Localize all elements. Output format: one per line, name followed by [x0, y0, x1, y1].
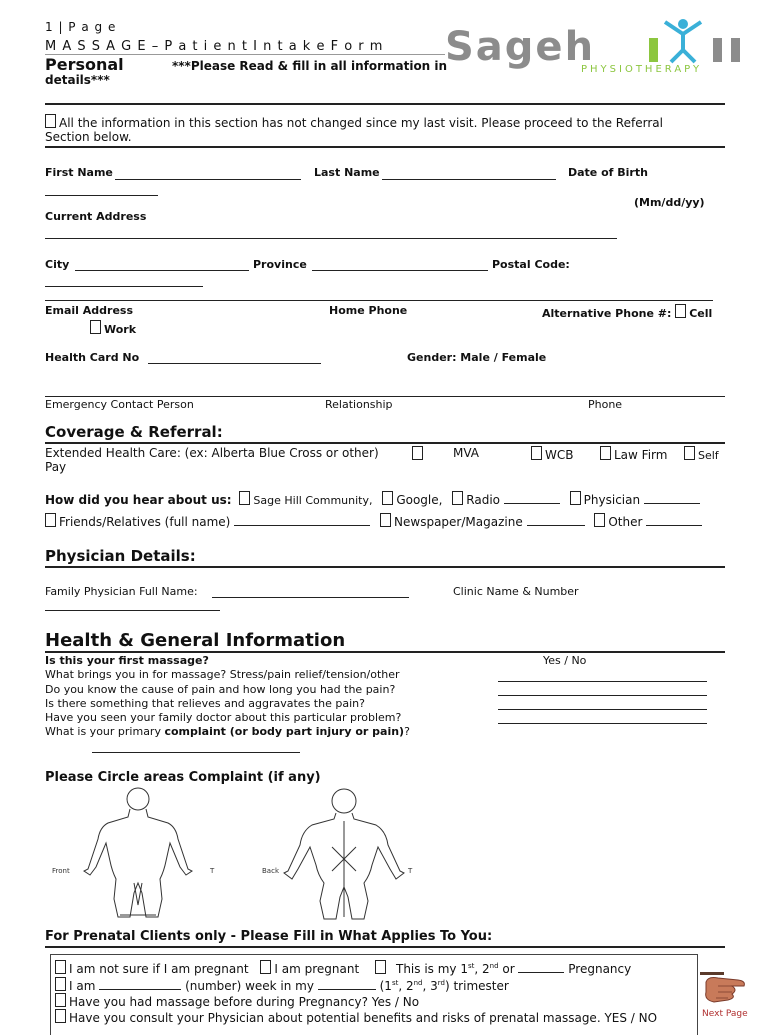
- nd-superscript: nd: [489, 962, 499, 970]
- email-label: Email Address: [45, 304, 134, 317]
- wcb-option[interactable]: [531, 446, 573, 462]
- this-is-my-label: This is my 1: [395, 962, 468, 976]
- section-divider: [45, 146, 725, 148]
- week-in-my-label: (number) week in my: [185, 979, 314, 993]
- tri-st-superscript: st: [391, 979, 399, 987]
- other-label: Other: [608, 515, 643, 529]
- gender-label: Gender: Male / Female: [407, 351, 547, 364]
- section-divider-top: [45, 103, 725, 105]
- unchanged-text-line2: Section below.: [45, 130, 132, 144]
- alt-phone-label: Alternative Phone #:: [542, 307, 672, 320]
- postal-code-field[interactable]: [45, 286, 203, 287]
- radio-label: Radio: [466, 493, 501, 507]
- cell-checkbox[interactable]: [675, 304, 686, 318]
- trimester-open: (1: [379, 979, 392, 993]
- cell-label: Cell: [689, 307, 713, 320]
- svg-text:Sageh: Sageh: [445, 24, 596, 70]
- other-checkbox[interactable]: [594, 513, 605, 527]
- st-superscript: st: [467, 962, 475, 970]
- law-firm-option[interactable]: [600, 446, 667, 462]
- home-phone-label: Home Phone: [329, 304, 408, 317]
- week-checkbox[interactable]: [55, 977, 66, 991]
- family-physician-field-2[interactable]: [45, 610, 220, 611]
- health-divider: [45, 651, 725, 653]
- prenatal-row-2: [55, 977, 509, 993]
- extended-health-label: Extended Health Care: (ex: Alberta Blue Cross or other): [45, 446, 379, 460]
- province-label: Province: [253, 258, 307, 271]
- section-title: Personal: [45, 55, 124, 74]
- logo-subtitle: PHYSIOTHERAPY: [581, 64, 703, 75]
- answer-doctor-field[interactable]: [498, 723, 707, 724]
- work-label: Work: [104, 323, 137, 336]
- tri-3-label: , 3: [422, 979, 438, 993]
- pregnancy-number-checkbox[interactable]: [375, 960, 386, 974]
- first-massage-yes-no[interactable]: Yes / No: [543, 654, 587, 667]
- dob-format: (Mm/dd/yy): [634, 196, 705, 209]
- svg-text:T: T: [408, 867, 413, 875]
- first-name-field[interactable]: [115, 179, 301, 180]
- clinic-label: Clinic Name & Number: [453, 585, 579, 598]
- health-card-label: Health Card No: [45, 351, 140, 364]
- relationship-label: Relationship: [325, 398, 393, 411]
- q-primary-pre: What is your primary: [45, 725, 161, 738]
- answer-brings-field[interactable]: [498, 681, 707, 682]
- svg-text:T: T: [210, 867, 215, 875]
- pay-label: Pay: [45, 460, 67, 474]
- google-label: Google,: [396, 493, 443, 507]
- front-left-label: Front: [52, 867, 70, 875]
- unchanged-text: All the information in this section has not changed since my last visit. Please proceed to the Referral: [59, 116, 663, 130]
- newspaper-checkbox[interactable]: [380, 513, 391, 527]
- pregnancy-label: Pregnancy: [568, 962, 632, 976]
- last-name-label: Last Name: [314, 166, 380, 179]
- prenatal-row-1: [55, 960, 631, 976]
- trimester-field[interactable]: [318, 978, 376, 990]
- tri-2-label: , 2: [398, 979, 414, 993]
- prenatal-row-3: [55, 993, 419, 1009]
- city-label: City: [45, 258, 70, 271]
- wcb-label: WCB: [545, 448, 574, 462]
- page-number: 1 | P a g e: [45, 20, 117, 34]
- health-title: Health & General Information: [45, 630, 346, 651]
- health-card-field[interactable]: [148, 363, 321, 364]
- consult-label: Have you consult your Physician about potential benefits and risks of prenatal massage. YES / NO: [69, 1011, 658, 1025]
- trimester-close: ) trimester: [444, 979, 509, 993]
- newspaper-label: Newspaper/Magazine: [394, 515, 523, 529]
- pregnant-checkbox[interactable]: [260, 960, 271, 974]
- sagehill-logo: [443, 16, 748, 76]
- answer-cause-field[interactable]: [498, 695, 707, 696]
- self-pay-option[interactable]: [684, 446, 719, 462]
- contact-line[interactable]: [45, 300, 713, 301]
- body-front-diagram[interactable]: [50, 787, 225, 922]
- tri-nd-superscript: nd: [413, 979, 423, 987]
- law-firm-checkbox[interactable]: [600, 446, 611, 460]
- other-field[interactable]: [646, 514, 702, 526]
- current-address-label: Current Address: [45, 210, 147, 223]
- physician-title: Physician Details:: [45, 547, 196, 565]
- answer-primary-field[interactable]: [92, 752, 300, 753]
- q-primary-bold: complaint (or body part injury or pain): [164, 725, 405, 738]
- work-checkbox[interactable]: [90, 320, 101, 334]
- city-field[interactable]: [75, 270, 249, 271]
- hear-about-label: How did you hear about us: [45, 493, 227, 507]
- emergency-contact-label: Emergency Contact Person: [45, 398, 194, 411]
- mva-label: MVA: [453, 446, 480, 460]
- work-option[interactable]: [90, 320, 136, 336]
- wcb-checkbox[interactable]: [531, 446, 542, 460]
- pregnant-label: I am pregnant: [274, 962, 360, 976]
- hear-about-row: How did you hear about us: Sage Hill Community, Google, Radio Physician: [45, 491, 700, 507]
- self-label: Self: [698, 449, 719, 462]
- sage-hill-checkbox[interactable]: [239, 491, 250, 505]
- form-title: M A S S A G E – P a t i e n t I n t a k e F o r m: [45, 39, 384, 54]
- first-name-label: First Name: [45, 166, 113, 179]
- instruction-text: ***Please Read & fill in all information in: [172, 59, 448, 73]
- q-primary-complaint: [45, 725, 410, 738]
- newspaper-field[interactable]: [527, 514, 585, 526]
- q-first-massage: Is this your first massage?: [45, 654, 209, 667]
- friends-label: Friends/Relatives (full name): [59, 515, 231, 529]
- extended-health-option[interactable]: [412, 446, 426, 462]
- week-number-field[interactable]: [99, 978, 181, 990]
- back-left-label: Back: [262, 867, 279, 875]
- sage-hill-label: Sage Hill Community,: [253, 494, 373, 507]
- consult-checkbox[interactable]: [55, 1009, 66, 1023]
- friends-field[interactable]: [234, 514, 370, 526]
- massage-before-checkbox[interactable]: [55, 993, 66, 1007]
- massage-before-label: Have you had massage before during Pregnancy? Yes / No: [69, 995, 420, 1009]
- family-physician-field[interactable]: [212, 597, 409, 598]
- q-brings-you-in: What brings you in for massage? Stress/pain relief/tension/other: [45, 668, 400, 681]
- not-sure-checkbox[interactable]: [55, 960, 66, 974]
- prenatal-row-4: [55, 1009, 657, 1025]
- answer-relieves-field[interactable]: [498, 709, 707, 710]
- physician-referral-label: Physician: [583, 493, 641, 507]
- province-field[interactable]: [312, 270, 488, 271]
- family-physician-label: Family Physician Full Name:: [45, 585, 198, 598]
- details-label: details***: [45, 73, 110, 87]
- current-address-field[interactable]: [45, 238, 617, 239]
- not-sure-label: I am not sure if I am pregnant: [69, 962, 249, 976]
- physician-referral-field[interactable]: [644, 492, 700, 504]
- law-firm-label: Law Firm: [614, 448, 668, 462]
- physician-checkbox[interactable]: [570, 491, 581, 505]
- google-checkbox[interactable]: [382, 491, 393, 505]
- q-cause-of-pain: Do you know the cause of pain and how long you had the pain?: [45, 683, 396, 696]
- unchanged-checkbox-row[interactable]: [45, 114, 663, 130]
- i-am-label: I am: [69, 979, 96, 993]
- self-pay-checkbox[interactable]: [684, 446, 695, 460]
- body-back-diagram[interactable]: [258, 787, 428, 922]
- second-label: , 2: [474, 962, 490, 976]
- last-name-field[interactable]: [382, 179, 556, 180]
- postal-code-label: Postal Code:: [492, 258, 570, 271]
- extended-health-checkbox[interactable]: [412, 446, 423, 460]
- emergency-phone-label: Phone: [588, 398, 623, 411]
- prenatal-divider: [45, 946, 725, 948]
- alt-phone-row: [542, 304, 712, 320]
- hear-about-row-2: [45, 513, 702, 529]
- unchanged-checkbox[interactable]: [45, 114, 56, 128]
- radio-field[interactable]: [504, 492, 560, 504]
- friends-checkbox[interactable]: [45, 513, 56, 527]
- coverage-title: Coverage & Referral:: [45, 423, 223, 441]
- q-seen-doctor: Have you seen your family doctor about this particular problem?: [45, 711, 402, 724]
- radio-checkbox[interactable]: [452, 491, 463, 505]
- prenatal-title: For Prenatal Clients only - Please Fill in What Applies To You:: [45, 929, 493, 944]
- dob-field[interactable]: [45, 195, 158, 196]
- next-page-label: Next Page: [702, 1009, 748, 1019]
- next-page-hand-icon: [698, 972, 750, 1008]
- or-label: or: [498, 962, 515, 976]
- body-diagram-title: Please Circle areas Complaint (if any): [45, 770, 321, 785]
- q-relieves-pain: Is there something that relieves and aggravates the pain?: [45, 697, 365, 710]
- tri-rd-superscript: rd: [437, 979, 445, 987]
- physician-divider: [45, 566, 725, 568]
- coverage-divider: [45, 442, 725, 444]
- q-primary-post: ?: [404, 725, 410, 738]
- dob-label: Date of Birth: [568, 166, 648, 179]
- pregnancy-number-field[interactable]: [518, 961, 564, 973]
- next-page-button[interactable]: [698, 972, 750, 1022]
- emergency-line[interactable]: [45, 396, 725, 397]
